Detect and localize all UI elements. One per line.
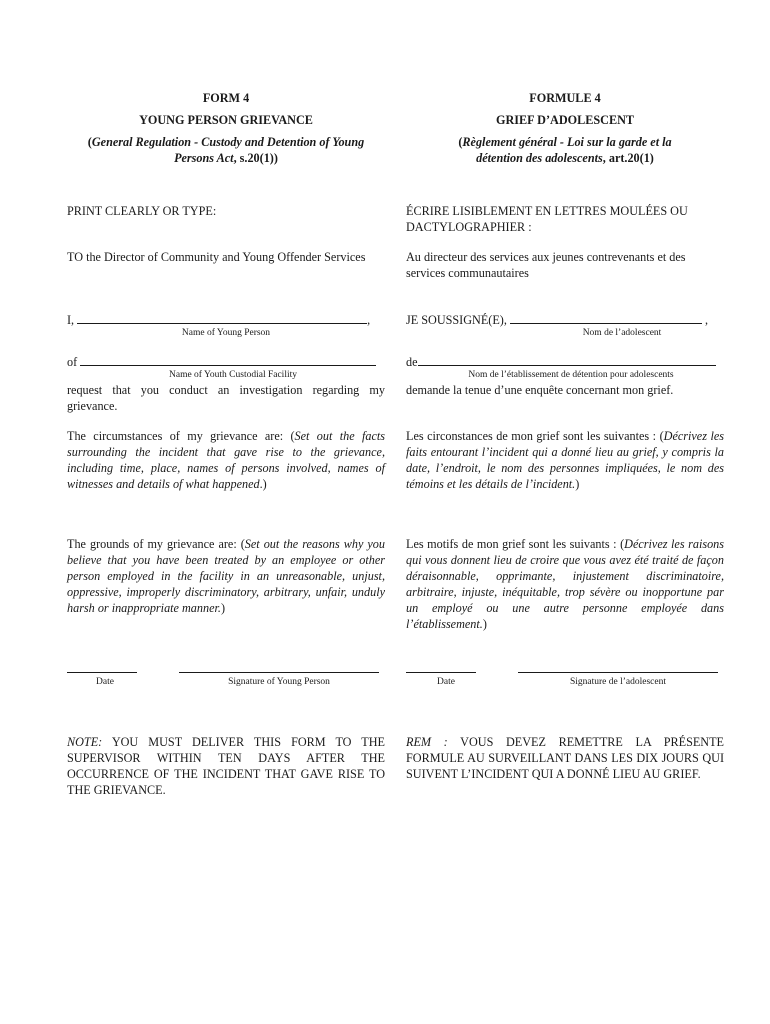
i-prefix: JE SOUSSIGNÉ(E),	[406, 313, 507, 327]
form-title: YOUNG PERSON GRIEVANCE	[139, 113, 313, 127]
note-paragraph	[67, 734, 385, 798]
regulation-citation	[67, 134, 385, 166]
grounds-instructions: Décrivez les raisons qui vous donnent lieu de croire que vous avez été traité de façon déraisonnable, opprimante, injustement discriminatoire, arbitraire, injuste, inéquitable, trop sévère ou inopportune par un employé ou une autre personne employée dans l’établissement.	[406, 537, 725, 631]
young-person-name-field[interactable]	[510, 313, 702, 324]
regulation-citation	[446, 134, 684, 166]
circumstances-instructions: Décrivez les faits entourant l’incident qui a donné lieu au grief, y compris la date, l’endroit, le nom des personnes impliquées, le nom des témoins et les détails de l’incident.	[406, 429, 724, 491]
facility-name-label: Nom de l’établissement de détention pour adolescents	[468, 370, 674, 380]
note-text: VOUS DEVEZ REMETTRE LA PRÉSENTE FORMULE AU SURVEILLANT DANS LES DIX JOURS QUI SUIVENT L’INCIDENT QUI A DONNÉ LIEU AU GRIEF.	[406, 735, 724, 781]
note-text: YOU MUST DELIVER THIS FORM TO THE SUPERVISOR WITHIN TEN DAYS AFTER THE OCCURRENCE OF THE INCIDENT THAT GAVE RISE TO THE GRIEVANCE.	[67, 735, 385, 797]
date-label: Date	[96, 677, 114, 687]
i-suffix: ,	[704, 313, 709, 327]
citation-section: , s.20(1))	[233, 151, 278, 165]
signature-label: Signature of Young Person	[228, 677, 330, 687]
citation-title: Règlement général - Loi sur la garde et la détention des adolescents	[462, 135, 672, 165]
note-label: NOTE:	[67, 735, 103, 749]
request-text: demande la tenue d’une enquête concernant mon grief.	[406, 383, 674, 397]
facility-name-field[interactable]	[80, 355, 376, 366]
grounds-close: )	[482, 617, 487, 631]
date-label: Date	[437, 677, 455, 687]
signature-label: Signature de l’adolescent	[569, 677, 667, 687]
grounds-lead: Les motifs de mon grief sont les suivants : (	[406, 537, 625, 551]
request-text: request that you conduct an investigation regarding my grievance.	[67, 383, 385, 413]
grounds-close: )	[220, 601, 225, 615]
young-person-name-field[interactable]	[77, 313, 367, 324]
grounds-paragraph	[406, 536, 724, 632]
circumstances-lead: Les circonstances de mon grief sont les suivantes : (	[406, 429, 664, 443]
circumstances-instructions: Set out the facts surrounding the incident that gave rise to the grievance, including time, place, names of persons involved, names of witnesses and details of what happened	[67, 429, 385, 491]
circumstances-paragraph	[406, 428, 724, 492]
citation-open: (	[87, 135, 92, 149]
circumstances-close: )	[575, 477, 580, 491]
date-line[interactable]	[67, 672, 137, 673]
young-person-name-label: Name of Young Person	[181, 328, 271, 338]
addressee: TO the Director of Community and Young Offender Services	[67, 250, 366, 264]
de-prefix: de	[406, 355, 418, 369]
young-person-name-row	[406, 313, 724, 327]
form-number: FORM 4	[202, 91, 250, 105]
circumstances-lead: The circumstances of my grievance are: (	[67, 429, 295, 443]
note-paragraph	[406, 734, 724, 782]
young-person-name-label: Nom de l’adolescent	[582, 328, 662, 338]
citation-section: , art.20(1)	[602, 151, 654, 165]
form-number: FORMULE 4	[529, 91, 601, 105]
facility-name-field[interactable]	[418, 355, 716, 366]
date-line[interactable]	[406, 672, 476, 673]
signature-line[interactable]	[518, 672, 718, 673]
citation-open: (	[458, 135, 463, 149]
facility-name-label: Name of Youth Custodial Facility	[169, 370, 297, 380]
young-person-name-row	[67, 313, 385, 327]
facility-row	[67, 355, 385, 369]
circumstances-paragraph	[67, 428, 385, 492]
grounds-lead: The grounds of my grievance are: (	[67, 537, 245, 551]
circumstances-close: .)	[259, 477, 267, 491]
facility-row	[406, 355, 724, 369]
grounds-paragraph	[67, 536, 385, 616]
addressee: Au directeur des services aux jeunes contrevenants et des services communautaires	[406, 250, 686, 280]
form-title: GRIEF D’ADOLESCENT	[495, 113, 635, 127]
of-prefix: of	[67, 355, 78, 369]
grounds-instructions: Set out the reasons why you believe that you have been treated by an employee or other person employed in the facility in an unreasonable, unjust, oppressive, improperly discriminatory, arbitrary, unfair, unduly harsh or inappropriate manner.	[67, 537, 385, 615]
print-clearly-instruction: ÉCRIRE LISIBLEMENT EN LETTRES MOULÉES OU DACTYLOGRAPHIER :	[406, 204, 688, 234]
i-prefix: I,	[67, 313, 75, 327]
i-suffix: ,	[367, 313, 371, 327]
note-label: REM :	[406, 735, 448, 749]
citation-title: General Regulation - Custody and Detention of Young Persons Act	[91, 135, 365, 165]
print-clearly-instruction: PRINT CLEARLY OR TYPE:	[67, 204, 217, 218]
signature-line[interactable]	[179, 672, 379, 673]
